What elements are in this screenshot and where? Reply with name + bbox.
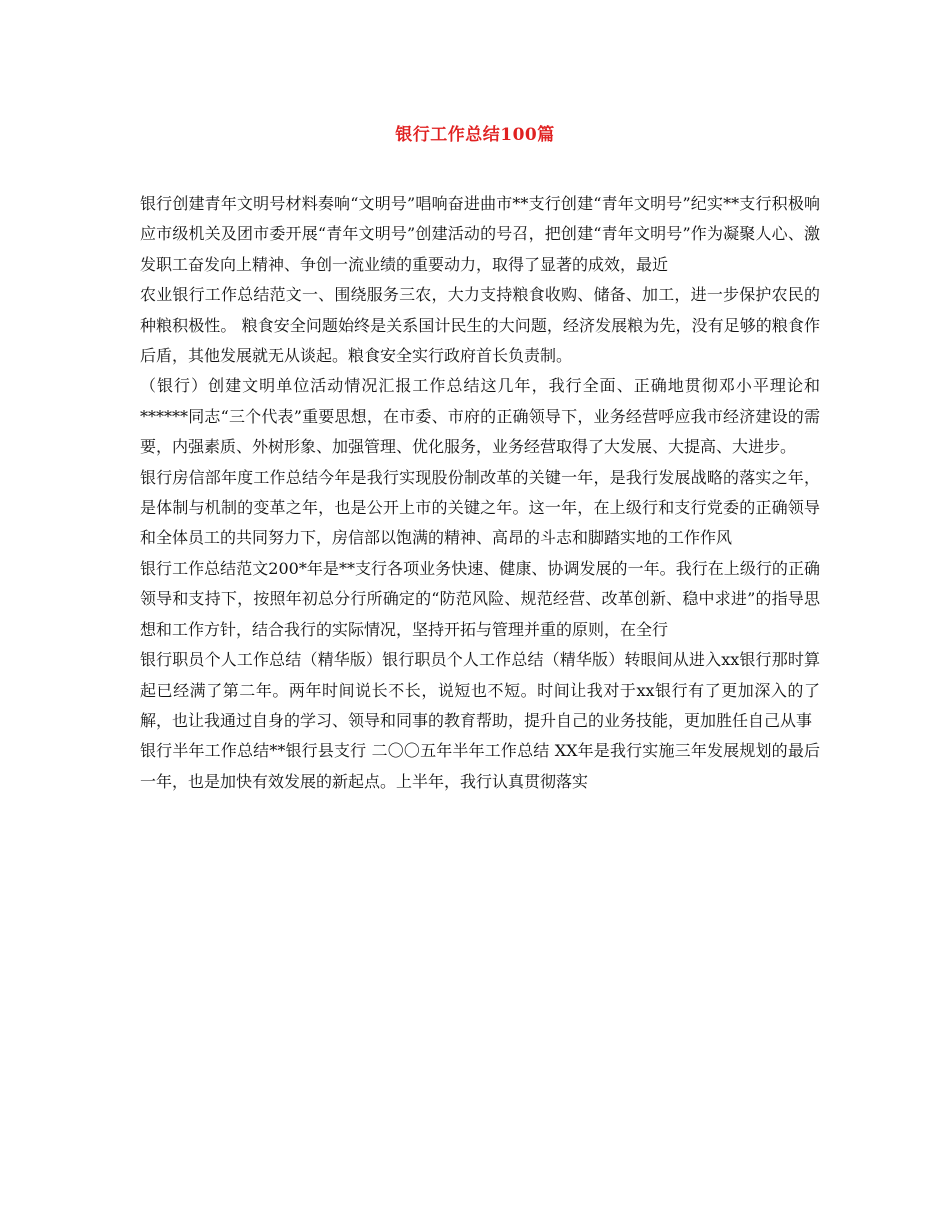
paragraph: 银行半年工作总结**银行县支行 二〇〇五年半年工作总结 XX年是我行实施三年发展规划的最后一年，也是加快有效发展的新起点。上半年，我行认真贯彻落实 (140, 741, 820, 791)
paragraph: 农业银行工作总结范文一、围绕服务三农，大力支持粮食收购、储备、加工，进一步保护农民的种粮积极性。 粮食安全问题始终是关系国计民生的大问题，经济发展粮为先，没有足够的粮食作后盾，其他发展就无从谈起。粮食安全实行政府首长负责制。 (140, 285, 820, 366)
paragraph: 银行房信部年度工作总结今年是我行实现股份制改革的关键一年，是我行发展战略的落实之年，是体制与机制的变革之年，也是公开上市的关键之年。这一年，在上级行和支行党委的正确领导和全体员工的共同努力下，房信部以饱满的精神、高昂的斗志和脚踏实地的工作作风 (140, 467, 820, 548)
paragraph: 银行职员个人工作总结（精华版）银行职员个人工作总结（精华版）转眼间从进入xx银行那时算起已经满了第二年。两年时间说长不长，说短也不短。时间让我对于xx银行有了更加深入的了解，也让我通过自身的学习、领导和同事的教育帮助，提升自己的业务技能，更加胜任自己从事 (140, 650, 820, 730)
document-title: 银行工作总结100篇 (395, 125, 555, 145)
document-body (140, 189, 820, 797)
paragraph: （银行）创建文明单位活动情况汇报工作总结这几年，我行全面、正确地贯彻邓小平理论和******同志“三个代表”重要思想，在市委、市府的正确领导下，业务经营呼应我市经济建设的需要，内强素质、外树形象、加强管理、优化服务，业务经营取得了大发展、大提高、大进步。 (140, 376, 820, 457)
paragraph: 银行创建青年文明号材料奏响“文明号”唱响奋进曲市**支行创建“青年文明号”纪实**支行积极响应市级机关及团市委开展“青年文明号”创建活动的号召，把创建“青年文明号”作为凝聚人心、激发职工奋发向上精神、争创一流业绩的重要动力，取得了显著的成效，最近 (140, 194, 820, 274)
paragraph: 银行工作总结范文200*年是**支行各项业务快速、健康、协调发展的一年。我行在上级行的正确领导和支持下，按照年初总分行所确定的“防范风险、规范经营、改革创新、稳中求进”的指导思想和工作方针，结合我行的实际情况，坚持开拓与管理并重的原则，在全行 (140, 558, 820, 639)
